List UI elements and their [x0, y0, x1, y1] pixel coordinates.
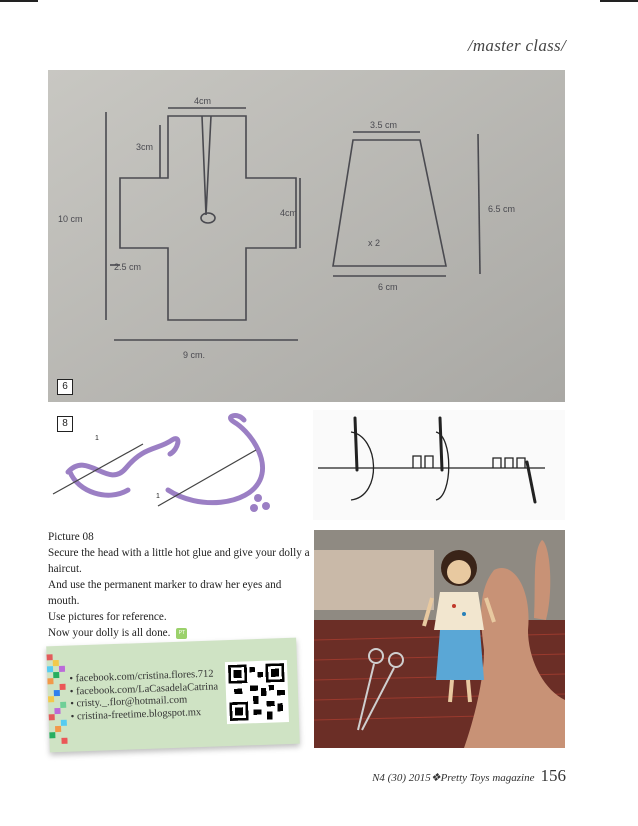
label-skirt-bottom: 6 cm — [378, 282, 398, 292]
pretty-toys-logo-icon: PT — [176, 628, 187, 639]
crop-mark-left — [0, 0, 38, 2]
stitch-illustration-right — [313, 410, 565, 520]
label-shirt-top: 4cm — [194, 96, 212, 106]
qr-code-icon — [225, 660, 289, 724]
contact-facebook-2[interactable]: • facebook.com/LaCasadelaCatrina — [70, 681, 219, 699]
crop-mark-right — [600, 0, 638, 2]
instruction-line: Secure the head with a little hot glue and give your dolly a haircut. — [48, 547, 310, 575]
page-number: 156 — [540, 766, 566, 785]
figure-8-badge: 8 — [57, 416, 73, 432]
contact-email[interactable]: • cristy._.flor@hotmail.com — [70, 693, 219, 711]
label-sleeve: 2.5 cm — [114, 262, 142, 272]
label-skirt-height: 6.5 cm — [488, 204, 516, 214]
page-footer — [372, 766, 566, 786]
contact-card — [46, 638, 300, 753]
label-shirt-side: 4cm — [280, 208, 298, 218]
stitch-illustration-left — [48, 410, 300, 520]
label-neck-depth: 3cm — [136, 142, 154, 152]
section-header: /master class/ — [467, 36, 566, 55]
step-label: 1 — [156, 493, 160, 500]
figure-6-badge: 6 — [57, 379, 73, 395]
label-skirt-top: 3.5 cm — [370, 120, 398, 130]
finished-doll-photo — [314, 530, 565, 748]
instructions-text — [48, 529, 310, 641]
contact-blog[interactable]: • cristina-freetime.blogspot.mx — [70, 706, 219, 724]
instruction-line: And use the permanent marker to draw her eyes and mouth. — [48, 579, 282, 607]
pattern-sketch-photo — [48, 70, 565, 402]
contact-facebook-1[interactable]: • facebook.com/cristina.flores.712 — [69, 668, 218, 686]
label-skirt-qty: x 2 — [368, 238, 381, 248]
issue-info: N4 (30) 2015❖Pretty Toys magazine — [372, 772, 535, 784]
label-shirt-height: 10 cm — [58, 214, 83, 224]
label-shirt-width: 9 cm. — [183, 350, 206, 360]
instruction-line: Now your dolly is all done. — [48, 627, 171, 639]
contact-list — [69, 668, 219, 723]
instructions-title: Picture 08 — [48, 531, 94, 543]
step-label: 1 — [95, 435, 99, 442]
pixel-decoration — [47, 654, 68, 747]
instruction-line: Use pictures for reference. — [48, 611, 167, 623]
